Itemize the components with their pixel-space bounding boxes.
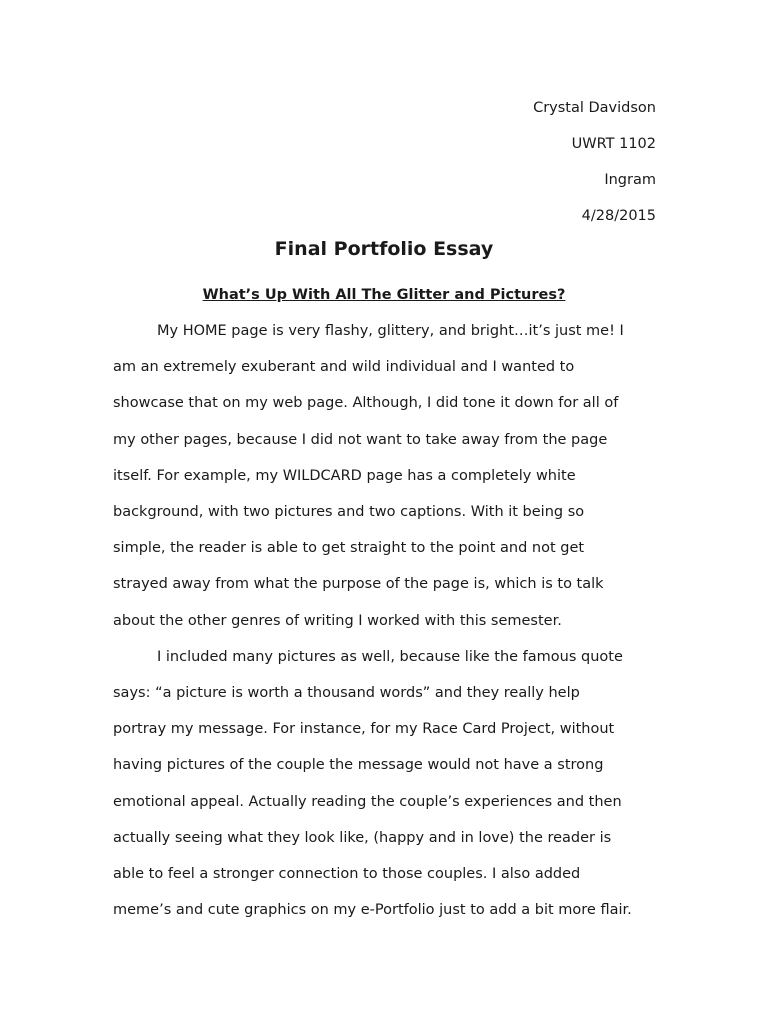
text-line: my other pages, because I did not want to take away from the page [113, 431, 608, 448]
paragraph-1 [113, 313, 658, 639]
text-line: able to feel a stronger connection to those couples. I also added [113, 866, 581, 883]
text-line: having pictures of the couple the message would not have a strong [113, 757, 604, 774]
text-line: portray my message. For instance, for my Race Card Project, without [113, 721, 615, 738]
text-line: showcase that on my web page. Although, I did tone it down for all of [113, 395, 619, 412]
header-block [533, 90, 656, 234]
text-line: My HOME page is very flashy, glittery, and bright…it’s just me! I [157, 323, 624, 339]
instructor-name: Ingram [604, 172, 656, 188]
essay-body [113, 313, 658, 928]
text-line: itself. For example, my WILDCARD page has a completely white [113, 467, 576, 484]
course-code: UWRT 1102 [571, 136, 656, 152]
section-heading: What’s Up With All The Glitter and Pictures? [202, 287, 566, 303]
essay-date: 4/28/2015 [581, 208, 656, 224]
text-line: am an extremely exuberant and wild individual and I wanted to [113, 359, 575, 376]
text-line: meme’s and cute graphics on my e-Portfolio just to add a bit more flair. [113, 902, 632, 919]
text-line: simple, the reader is able to get straight to the point and not get [113, 540, 585, 557]
text-line: emotional appeal. Actually reading the couple’s experiences and then [113, 793, 622, 810]
text-line: I included many pictures as well, because like the famous quote [157, 648, 623, 665]
text-line: about the other genres of writing I worked with this semester. [113, 612, 562, 629]
text-line: actually seeing what they look like, (happy and in love) the reader is [113, 829, 612, 846]
essay-title: Final Portfolio Essay [274, 238, 494, 260]
text-line: background, with two pictures and two captions. With it being so [113, 504, 585, 521]
paragraph-2 [113, 639, 658, 929]
text-line: says: “a picture is worth a thousand words” and they really help [113, 685, 580, 702]
author-name: Crystal Davidson [533, 100, 656, 116]
text-line: strayed away from what the purpose of the page is, which is to talk [113, 576, 604, 593]
